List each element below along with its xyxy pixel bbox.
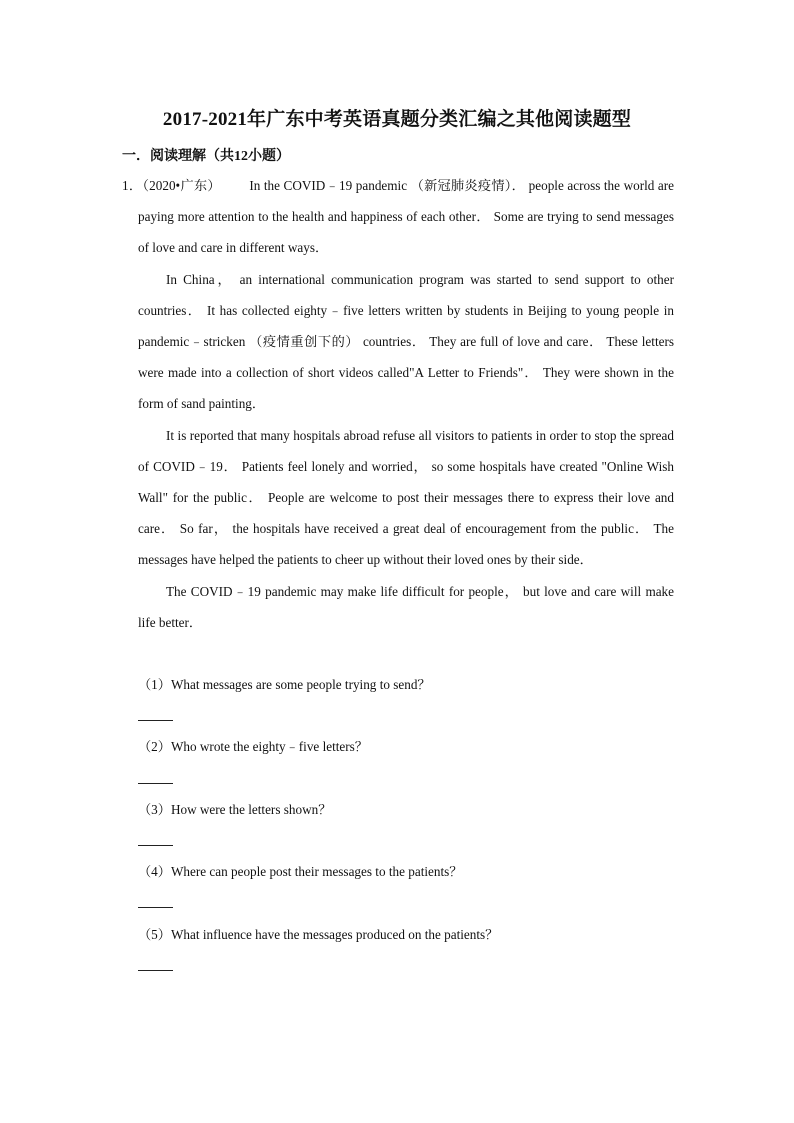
answer-blank-1[interactable] bbox=[138, 700, 674, 731]
sub-question-1: （1）What messages are some people trying to send？ bbox=[138, 677, 431, 693]
sub-question-2: （2）Who wrote the eighty﹣five letters？ bbox=[138, 739, 368, 755]
answer-blank-3[interactable] bbox=[138, 825, 674, 856]
question-1-intro-paragraph bbox=[122, 170, 674, 264]
answer-blank-5[interactable] bbox=[138, 950, 674, 981]
sub-question-4: （4）Where can people post their messages to the patients？ bbox=[138, 864, 463, 880]
question-source: （2020•广东） bbox=[142, 178, 221, 193]
passage-paragraph-1: In the COVID﹣19 pandemic （新冠肺炎疫情）． people across the world are paying more attention to the health and happiness of each other． Some are trying to send messages of love and care in different ways． bbox=[138, 178, 675, 256]
section-heading: 一．阅读理解（共12小题） bbox=[122, 149, 290, 164]
passage-gap bbox=[122, 638, 674, 669]
sub-question-5: （5）What influence have the messages produced on the patients？ bbox=[138, 926, 499, 942]
answer-underline bbox=[138, 907, 173, 908]
passage-paragraph-4: The COVID﹣19 pandemic may make life difficult for people， but love and care will make life better． bbox=[138, 583, 674, 630]
answer-underline bbox=[138, 845, 173, 846]
answer-blank-4[interactable] bbox=[138, 887, 674, 918]
answer-underline bbox=[138, 970, 173, 971]
question-number: 1． bbox=[122, 178, 143, 193]
document-title: 2017-2021年广东中考英语真题分类汇编之其他阅读题型 bbox=[162, 109, 632, 130]
answer-blank-2[interactable] bbox=[138, 763, 674, 794]
passage-paragraph-3: It is reported that many hospitals abroad refuse all visitors to patients in order to stop the spread of COVID﹣19． Patients feel lonely and worried， so some hospitals have created "Online Wish Wall" for the public． People are welcome to post their messages there to express their love and care． So far， the hospitals have received a great deal of encouragement from the public． The messages have helped the patients to cheer up without their loved ones by their side． bbox=[138, 427, 674, 568]
answer-underline bbox=[138, 783, 173, 784]
question-1 bbox=[122, 170, 674, 981]
passage-paragraph-2: In China， an international communication program was started to send support to other countries． It has collected eighty﹣five letters written by students in Beijing to young people in pandemic﹣stricken （疫情重创下的） countries． They are full of love and care． These letters were made into a collection of short videos called"A Letter to Friends"． They were shown in the form of sand painting． bbox=[138, 271, 674, 412]
sub-question-3: （3）How were the letters shown？ bbox=[138, 801, 332, 817]
answer-underline bbox=[138, 720, 173, 721]
